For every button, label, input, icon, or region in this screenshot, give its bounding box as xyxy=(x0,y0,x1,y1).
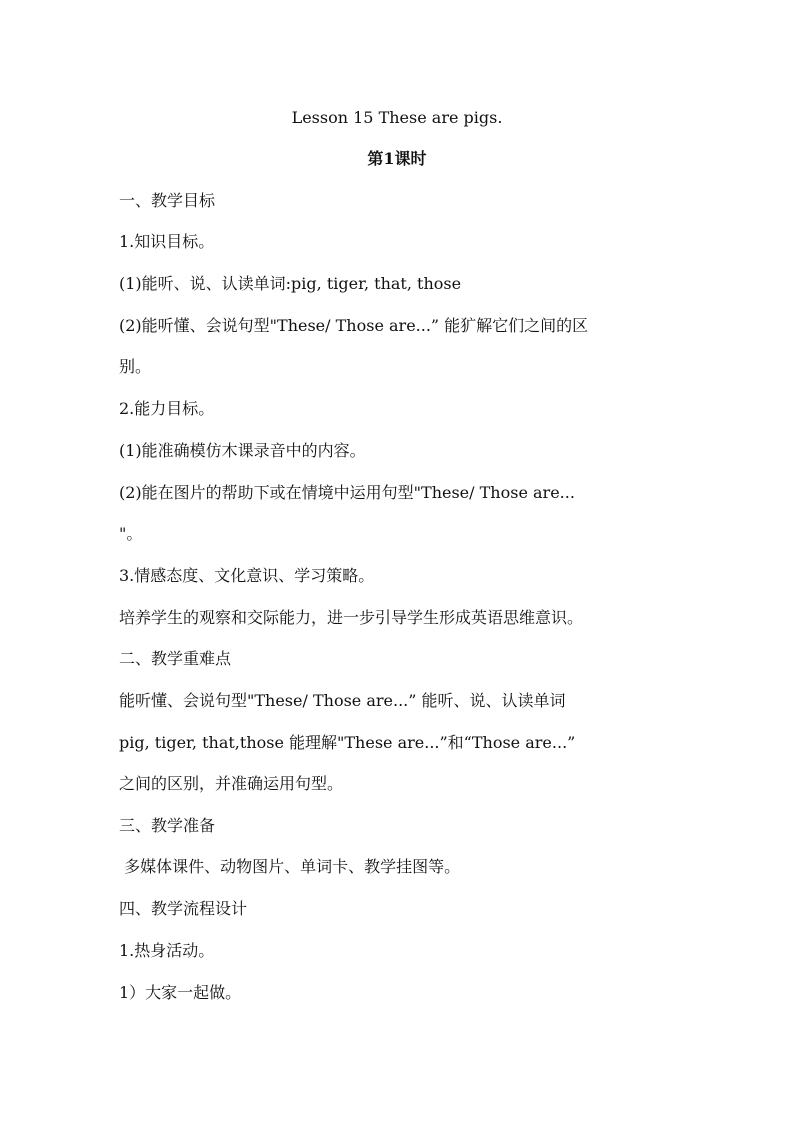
text-line: 之间的区别，并准确运用句型。 xyxy=(119,774,344,793)
section-heading-procedure: 四、教学流程设计 xyxy=(119,899,248,918)
section-heading-objectives: 一、教学目标 xyxy=(119,191,216,210)
text-line: pig, tiger, that,those 能理解"These are...”和“Those are...” xyxy=(119,733,576,752)
text-line: 2.能力目标。 xyxy=(119,399,215,418)
text-line: (1)能听、说、认读单词:pig, tiger, that, those xyxy=(119,274,462,293)
text-line: (1)能准确模仿木课录音中的内容。 xyxy=(119,441,366,460)
text-line: 1）大家一起做。 xyxy=(119,983,242,1002)
text-line: 别。 xyxy=(119,357,152,376)
text-line: (2)能听懂、会说句型"These/ Those are...” 能犷解它们之间的区 xyxy=(119,316,589,335)
text-line: 能听懂、会说句型"These/ Those are...” 能听、说、认读单词 xyxy=(119,691,566,710)
text-line: 1.知识目标。 xyxy=(119,232,215,251)
section-heading-keypoints: 二、教学重难点 xyxy=(119,649,232,668)
text-line: 培养学生的观察和交际能力，进一步引导学生形成英语思维意识。 xyxy=(119,608,584,627)
text-line: 多媒体课件、动物图片、单词卡、教学挂图等。 xyxy=(119,857,461,876)
text-line: 3.情感态度、文化意识、学习策略。 xyxy=(119,566,375,585)
text-line: (2)能在图片的帮助下或在情境中运用句型"These/ Those are... xyxy=(119,483,575,502)
lesson-title: Lesson 15 These are pigs. xyxy=(291,108,503,127)
section-heading-preparation: 三、教学准备 xyxy=(119,816,216,835)
text-line: "。 xyxy=(119,524,143,543)
lesson-subtitle: 第1课时 xyxy=(367,149,427,168)
text-line: 1.热身活动。 xyxy=(119,941,215,960)
